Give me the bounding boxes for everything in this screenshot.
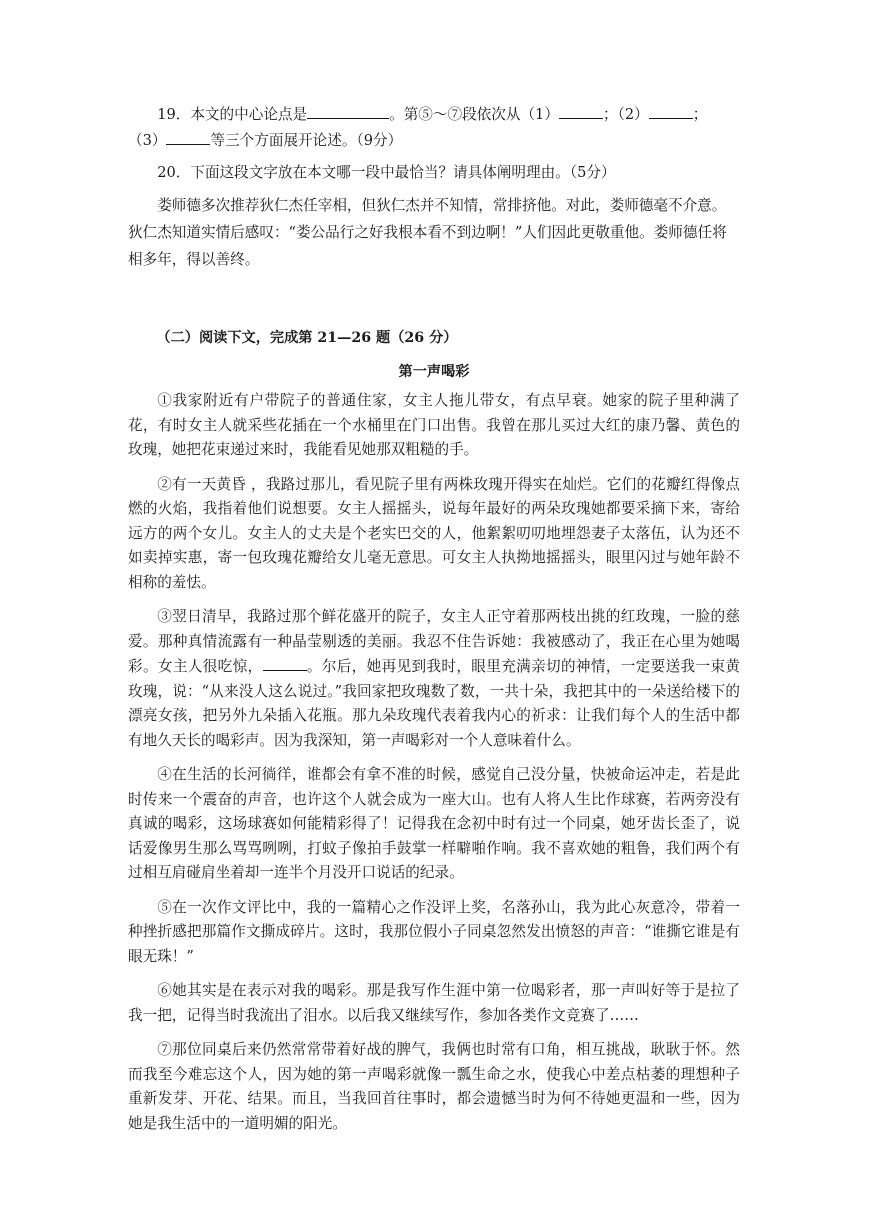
question-19-text-c: ；（2）	[602, 106, 649, 123]
question-20: 20．下面这段文字放在本文哪一段中最恰当？请具体阐明理由。（5分）	[157, 164, 616, 181]
question-19	[128, 102, 740, 154]
answer-blank-aspect-2[interactable]	[649, 102, 693, 119]
paragraph-7: ⑦那位同桌后来仍然常常带着好战的脾气，我俩也时常有口角，相互挑战，耿耿于怀。然而我至今难忘这个人，因为她的第一声喝彩就像一瓢生命之水，使我心中差点枯萎的理想种子重新发芽、开花、结果。而且，当我回首往事时，都会遗憾当时为何不待她更温和一些，因为她是我生活中的一道明媚的阳光。	[128, 1041, 740, 1132]
answer-blank-central-argument[interactable]	[307, 102, 389, 119]
paragraph-6: ⑥她其实是在表示对我的喝彩。那是我写作生涯中第一位喝彩者，那一声叫好等于是拉了我一把，记得当时我流出了泪水。以后我又继续写作，参加各类作文竞赛了……	[128, 982, 740, 1024]
question-19-text-a: 19．本文的中心论点是	[157, 106, 308, 123]
question-19-text-d: ；	[692, 106, 708, 123]
quoted-passage: 娄师德多次推荐狄仁杰任宰相，但狄仁杰并不知情，常排挤他。对此，娄师德毫不介意。狄仁杰知道实情后感叹：“娄公品行之好我根本看不到边啊！”人们因此更敬重他。娄师德任将相多年，得以善终。	[128, 197, 727, 268]
paragraph-2: ②有一天黄昏 ，我路过那儿，看见院子里有两株玫瑰开得实在灿烂。它们的花瓣红得像点燃的火焰，我指着他们说想要。女主人摇摇头，说每年最好的两朵玫瑰她都要采摘下来，寄给远方的两个女儿。女主人的丈夫是个老实巴交的人，他絮絮叨叨地埋怨妻子太落伍，认为还不如卖掉实惠，寄一包玫瑰花瓣给女儿毫无意思。可女主人执拗地摇摇头，眼里闪过与她年龄不相称的羞怯。	[128, 475, 740, 591]
paragraph-4: ④在生活的长河徜徉，谁都会有拿不准的时候，感觉自己没分量，快被命运冲走，若是此时传来一个震奋的声音，也许这个人就会成为一座大山。也有人将人生比作球赛，若两旁没有真诚的喝彩，这场球赛如何能精彩得了！记得我在念初中时有过一个同桌，她牙齿长歪了，说话爱像男生那么骂骂咧咧，打蚊子像拍手鼓掌一样噼啪作响。我不喜欢她的粗鲁，我们两个有过相互肩碰肩坐着却一连半个月没开口说话的纪录。	[128, 766, 740, 881]
paragraph-3-text-a: ③翌日清早，我路过那个鲜花盛开的院子，女主人正守着那两枝出挑的红玫瑰，一脸的慈爱。那种真情流露有一种晶莹剔透的美丽。我忍不住告诉她：我被感动了，我正在心里为她喝彩。女主人很吃惊，	[128, 608, 740, 675]
exam-page	[128, 100, 740, 1146]
question-19-text-f: 等三个方面展开论述。（9分）	[210, 132, 403, 149]
paragraph-5: ⑤在一次作文评比中，我的一篇精心之作没评上奖，名落孙山，我为此心灰意冷，带着一种挫折感把那篇作文撕成碎片。这时，我那位假小子同桌忽然发出愤怒的声音：“谁撕它谁是有眼无珠！”	[128, 898, 740, 965]
question-19-text-b: 。第⑤～⑦段依次从（1）	[389, 106, 559, 123]
question-19-text-e: （3）	[128, 132, 167, 149]
answer-blank-aspect-1[interactable]	[559, 102, 603, 119]
section-2-heading: （二）阅读下文，完成第 21—26 题（26 分）	[156, 330, 458, 346]
article-title: 第一声喝彩	[398, 364, 470, 380]
paragraph-3	[128, 605, 740, 753]
answer-blank-paragraph-3[interactable]	[263, 654, 307, 671]
paragraph-1: ①我家附近有户带院子的普通住家，女主人拖儿带女，有点早衰。她家的院子里种满了花，有时女主人就采些花插在一个水桶里在门口出售。我曾在那儿买过大红的康乃馨、黄色的玫瑰，她把花束递过来时，我能看见她那双粗糙的手。	[128, 392, 740, 458]
question-19-line-2	[128, 128, 740, 154]
answer-blank-aspect-3[interactable]	[166, 128, 210, 145]
paragraph-3-text-b: 。尔后，她再见到我时，眼里充满亲切的神情，一定要送我一束黄玫瑰，说：“从来没人这么说过。”我回家把玫瑰数了数，一共十朵，我把其中的一朵送给楼下的漂亮女孩，把另外九朵插入花瓶。那九朵玫瑰代表着我内心的祈求：让我们每个人的生活中都有地久天长的喝彩声。因为我深知，第一声喝彩对一个人意味着什么。	[128, 658, 740, 749]
